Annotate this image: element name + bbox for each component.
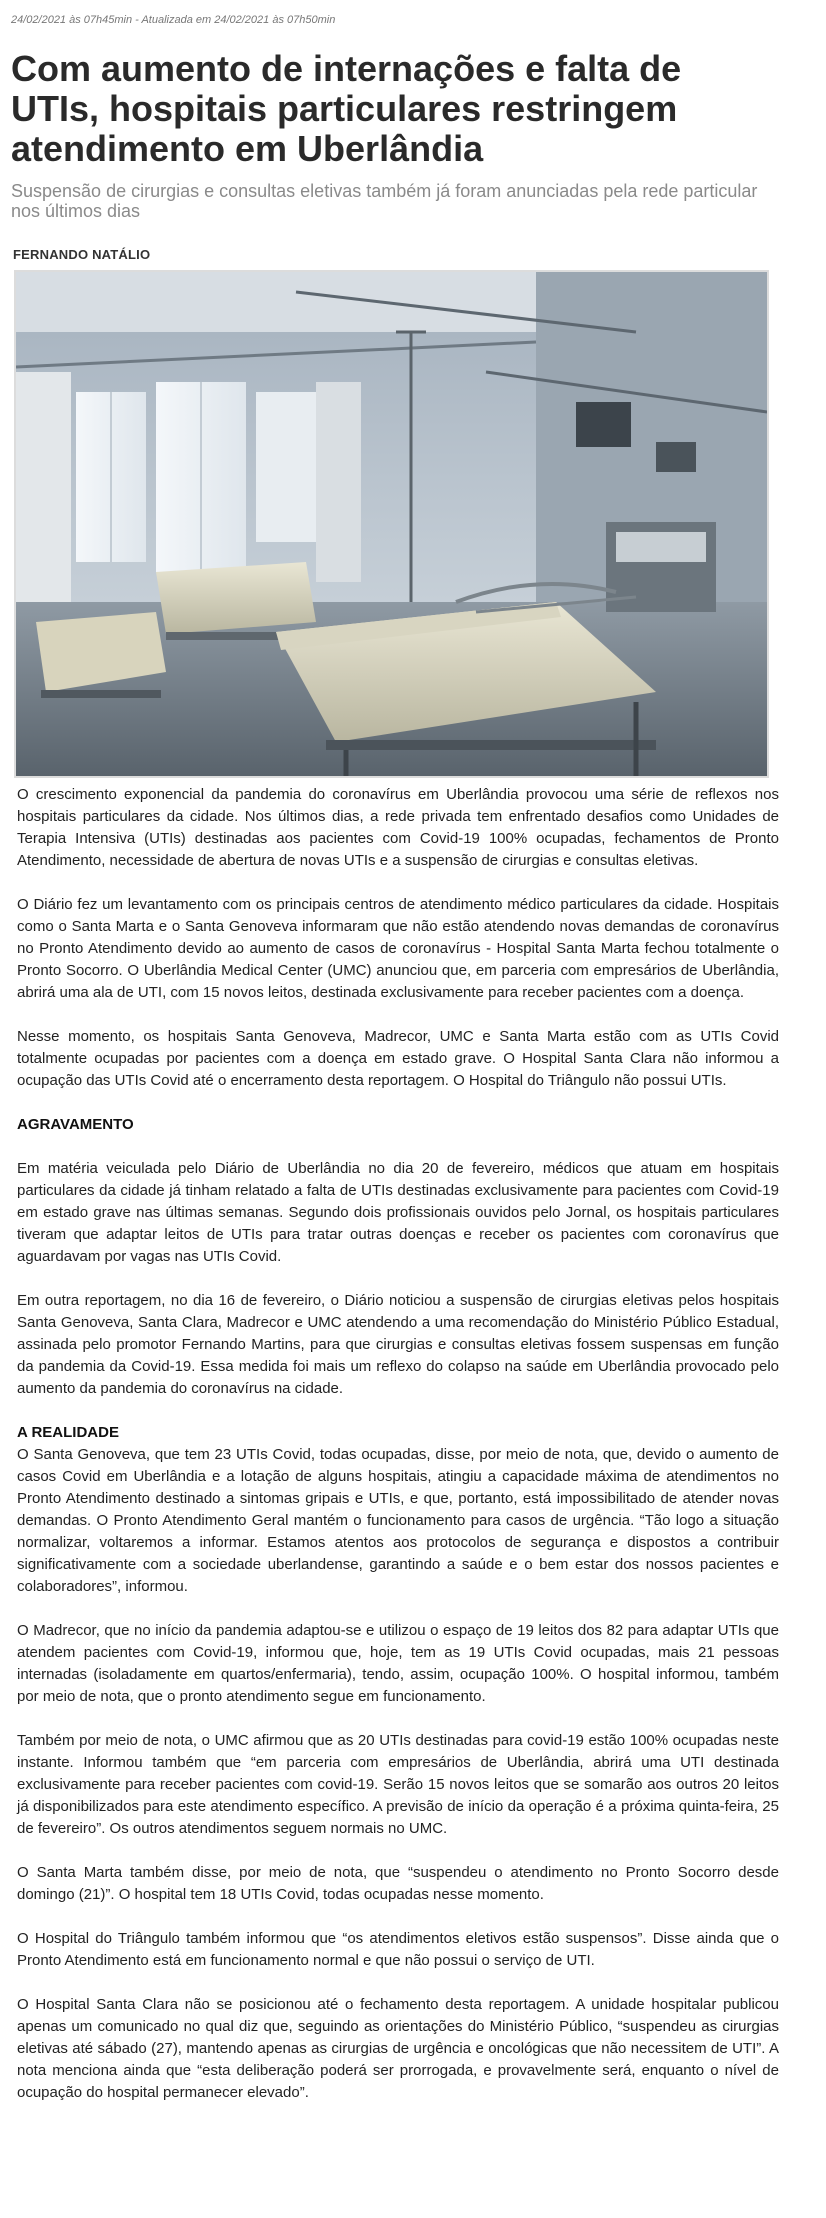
article-paragraph: O Hospital do Triângulo também informou que “os atendimentos eletivos estão suspensos”. Disse ainda que o Pronto Atendimento está em funcionamento normal e que não possui o serviço de UTI. <box>17 1930 779 1969</box>
section-heading-a-realidade: A REALIDADE <box>17 1424 119 1441</box>
article-body <box>17 784 779 2126</box>
section-heading-agravamento: AGRAVAMENTO <box>17 1116 134 1133</box>
article-paragraph: Também por meio de nota, o UMC afirmou que as 20 UTIs destinadas para covid-19 estão 100% ocupadas neste instante. Informou também que “em parceria com empresários de Uberlândia, abrirá uma UTI destinada exclusivamente para receber pacientes com covid-19. Serão 15 novos leitos que se somarão aos outros 20 leitos já disponibilizados para este atendimento específico. A previsão de início da operação é a próxima quinta-feira, 25 de fevereiro”. Os outros atendimentos seguem normais no UMC. <box>17 1732 779 1837</box>
article-paragraph: Em outra reportagem, no dia 16 de fevereiro, o Diário noticiou a suspensão de cirurgias eletivas pelos hospitais Santa Genoveva, Santa Clara, Madrecor e UMC atendendo a uma recomendação do Ministério Público Estadual, assinada pelo promotor Fernando Martins, para que cirurgias e consultas eletivas fossem suspensas em função da pandemia da Covid-19. Essa medida foi mais um reflexo do colapso na saúde em Uberlândia provocado pelo aumento da pandemia do coronavírus na cidade. <box>17 1292 779 1397</box>
article-paragraph: Em matéria veiculada pelo Diário de Uberlândia no dia 20 de fevereiro, médicos que atuam em hospitais particulares da cidade já tinham relatado a falta de UTIs destinadas exclusivamente para pacientes com Covid-19 em estado grave nas últimas semanas. Segundo dois profissionais ouvidos pelo Jornal, os hospitais particulares tiveram que adaptar leitos de UTIs para tratar outras doenças e receber os pacientes com coronavírus que aguardavam por vagas nas UTIs Covid. <box>17 1160 779 1265</box>
hospital-ward-photo <box>14 270 769 778</box>
article-paragraph: O Santa Genoveva, que tem 23 UTIs Covid, todas ocupadas, disse, por meio de nota, que, devido o aumento de casos Covid em Uberlândia e a lotação de alguns hospitais, atingiu a capacidade máxima de atendimentos no Pronto Atendimento destinado a sintomas gripais e UTIs, e que, portanto, está impossibilitado de atender novas demandas. O Pronto Atendimento Geral mantém o funcionamento para casos de urgência. “Tão logo a situação normalizar, voltaremos a informar. Estamos atentos aos protocolos de segurança e dispostos a contribuir significativamente com a sociedade uberlandense, garantindo a saúde e o bem estar dos nossos pacientes e colaboradores”, informou. <box>17 1446 779 1595</box>
article-paragraph: O Hospital Santa Clara não se posicionou até o fechamento desta reportagem. A unidade hospitalar publicou apenas um comunicado no qual diz que, seguindo as orientações do Ministério Público, “suspendeu as cirurgias eletivas até sábado (27), mantendo apenas as cirurgias de urgência e oncológicas que não necessitem de UTI”. A nota menciona ainda que “esta deliberação poderá ser prorrogada, e provavelmente será, enquanto o nível de ocupação do hospital permanecer elevado”. <box>17 1996 779 2101</box>
article-subtitle: Suspensão de cirurgias e consultas eletivas também já foram anunciadas pela rede particular nos últimos dias <box>11 181 758 221</box>
article-paragraph: Nesse momento, os hospitais Santa Genoveva, Madrecor, UMC e Santa Marta estão com as UTIs Covid totalmente ocupadas por pacientes com a doença em estado grave. O Hospital Santa Clara não informou a ocupação das UTIs Covid até o encerramento desta reportagem. O Hospital do Triângulo não possui UTIs. <box>17 1028 779 1089</box>
article-author: FERNANDO NATÁLIO <box>13 247 151 262</box>
article-paragraph: O Santa Marta também disse, por meio de nota, que “suspendeu o atendimento no Pronto Socorro desde domingo (21)”. O hospital tem 18 UTIs Covid, todas ocupadas nesse momento. <box>17 1864 779 1903</box>
article-headline: Com aumento de internações e falta de UTIs, hospitais particulares restringem atendimento em Uberlândia <box>11 48 682 169</box>
article-paragraph: O crescimento exponencial da pandemia do coronavírus em Uberlândia provocou uma série de reflexos nos hospitais particulares da cidade. Nos últimos dias, a rede privada tem enfrentado desafios como Unidades de Terapia Intensiva (UTIs) destinadas aos pacientes com Covid-19 100% ocupadas, fechamentos de Pronto Atendimento, necessidade de abertura de novas UTIs e a suspensão de cirurgias e consultas eletivas. <box>17 786 779 869</box>
article-dateline: 24/02/2021 às 07h45min - Atualizada em 24/02/2021 às 07h50min <box>11 14 336 26</box>
article-paragraph: O Diário fez um levantamento com os principais centros de atendimento médico particulares da cidade. Hospitais como o Santa Marta e o Santa Genoveva informaram que não estão atendendo novas demandas de coronavírus no Pronto Atendimento devido ao aumento de casos de coronavírus - Hospital Santa Marta fechou totalmente o Pronto Socorro. O Uberlândia Medical Center (UMC) anunciou que, em parceria com empresários de Uberlândia, abrirá uma ala de UTI, com 15 novos leitos, destinada exclusivamente para receber pacientes com a doença. <box>17 896 779 1001</box>
hospital-ward-illustration <box>16 272 767 776</box>
article-paragraph: O Madrecor, que no início da pandemia adaptou-se e utilizou o espaço de 19 leitos dos 82 para adaptar UTIs que atendem pacientes com Covid-19, informou que, hoje, tem as 19 UTIs Covid ocupadas, mais 21 pessoas internadas (isoladamente em quartos/enfermaria), tendo, assim, ocupação 100%. O hospital informou, também por meio de nota, que o pronto atendimento segue em funcionamento. <box>17 1622 779 1705</box>
